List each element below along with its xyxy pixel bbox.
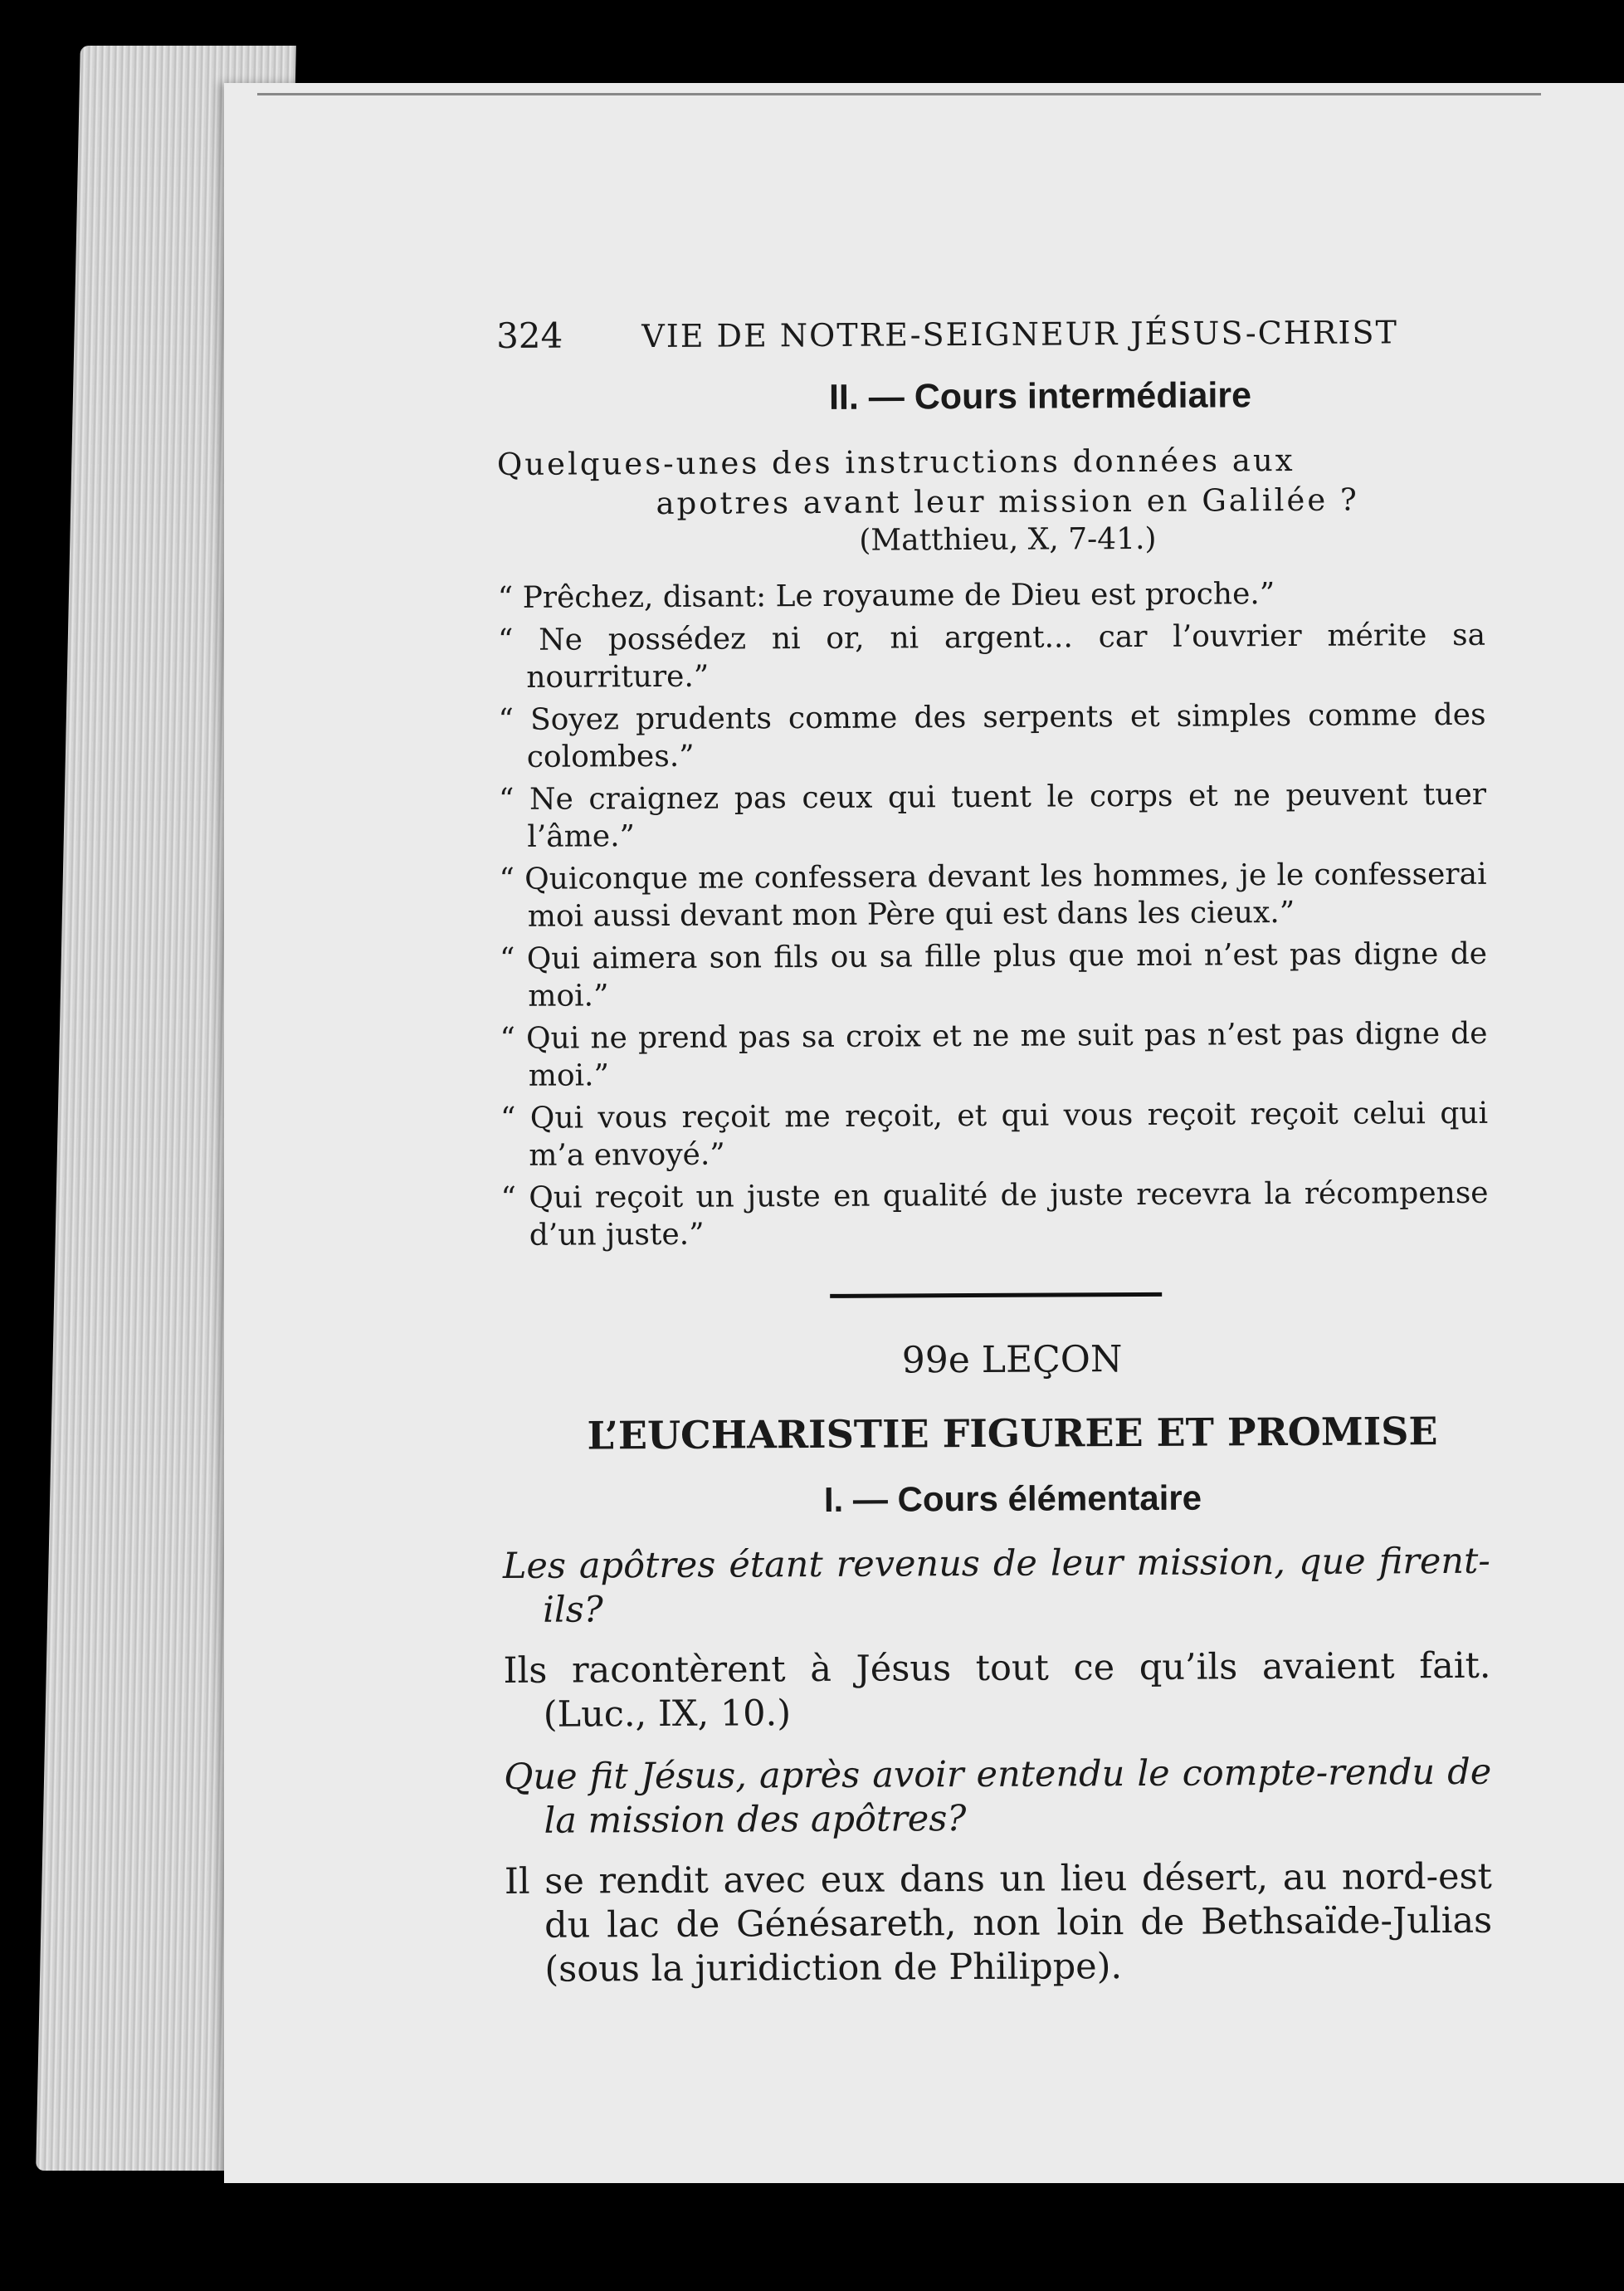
quote-item: “ Qui reçoit un juste en qualité de juste recevra la récompense d’un juste.”: [500, 1175, 1489, 1253]
quote-item: “ Quiconque me confessera devant les hommes, je le confesserai moi aussi devant mon Père qui est dans les cieux.”: [499, 857, 1487, 934]
section-title: II. — Cours intermédiaire: [828, 375, 1252, 418]
quote-item: “ Qui aimera son fils ou sa fille plus que moi n’est pas digne de moi.”: [499, 936, 1488, 1014]
course-title: I. — Cours élémentaire: [823, 1478, 1202, 1519]
quote-item: “ Ne possédez ni or, ni argent... car l’ouvrier mérite sa nourriture.”: [497, 618, 1486, 695]
running-head: [496, 310, 1484, 356]
question-2: Que fit Jésus, après avoir entendu le compte-rendu de la mission des apôtres?: [504, 1751, 1492, 1842]
section-question-line1: Quelques-unes des instructions données aux: [496, 442, 1295, 482]
section-question-line2: apotres avant leur mission en Galilée ?: [656, 481, 1359, 521]
page-content: [496, 310, 1493, 2010]
section-divider: [830, 1292, 1162, 1298]
answer-1: Ils racontèrent à Jésus tout ce qu’ils avaient fait. (Luc., IX, 10.): [503, 1644, 1491, 1736]
question-1: Les apôtres étant revenus de leur mission, que firent-ils?: [502, 1540, 1491, 1631]
lesson-title: L’EUCHARISTIE FIGUREE ET PROMISE: [587, 1409, 1438, 1458]
scripture-reference: (Matthieu, X, 7-41.): [859, 521, 1157, 558]
page-top-edge: [257, 93, 1541, 95]
quote-item: “ Qui vous reçoit me reçoit, et qui vous reçoit reçoit celui qui m’a envoyé.”: [500, 1096, 1489, 1173]
lesson-number: 99e LEÇON: [901, 1338, 1123, 1382]
answer-2: Il se rendit avec eux dans un lieu désert, au nord-est du lac de Génésareth, non loin de Bethsaïde-Julias (sous la juridiction de Philippe).: [504, 1855, 1493, 1991]
quote-item: “ Qui ne prend pas sa croix et ne me suit pas n’est pas digne de moi.”: [500, 1016, 1488, 1093]
quote-item: “ Ne craignez pas ceux qui tuent le corps et ne peuvent tuer l’âme.”: [498, 777, 1487, 854]
quote-item: “ Prêchez, disant: Le royaume de Dieu est proche.”: [497, 577, 1275, 615]
running-title: VIE DE NOTRE-SEIGNEUR JÉSUS-CHRIST: [641, 314, 1398, 355]
page-number: 324: [496, 315, 563, 356]
quote-item: “ Soyez prudents comme des serpents et simples comme des colombes.”: [498, 697, 1486, 774]
